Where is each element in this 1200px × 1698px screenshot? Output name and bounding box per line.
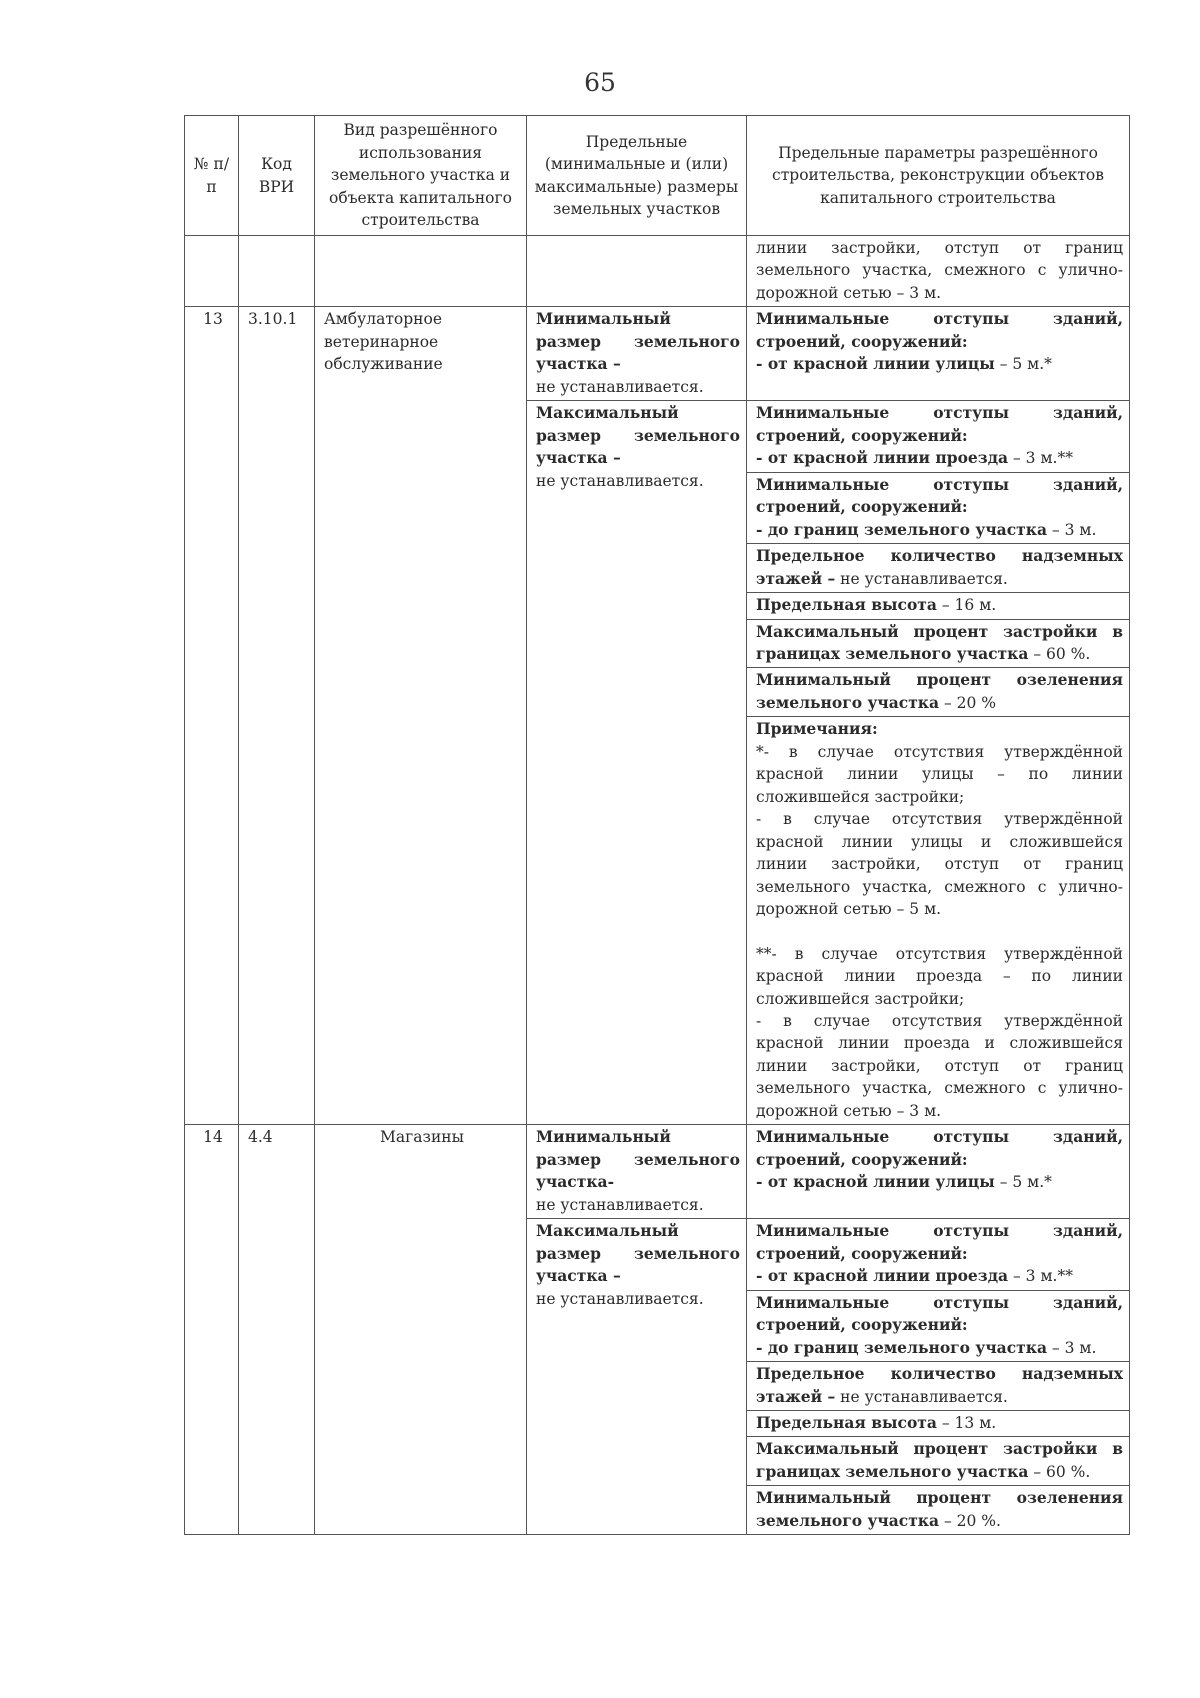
param-height bbox=[747, 1410, 1130, 1436]
table-row-14 bbox=[185, 1125, 1130, 1219]
param-value: – 13 м. bbox=[936, 1413, 997, 1432]
table-header-row bbox=[185, 116, 1130, 236]
max-size-label: Максимальный размер земельного участка – bbox=[536, 1221, 740, 1286]
max-size-value: не устанавливается. bbox=[536, 1289, 704, 1308]
param-bold: Минимальный процент озеленения земельного участка bbox=[756, 670, 1123, 712]
header-use: Вид разрешённого использования земельного участка и объекта капитального строительства bbox=[315, 116, 527, 236]
param-setback-boundary bbox=[747, 1290, 1130, 1361]
max-size-cell bbox=[527, 401, 747, 1125]
regulations-table bbox=[184, 115, 1130, 1535]
param-bold: Предельная высота bbox=[756, 595, 937, 615]
param-bold: Минимальные отступы зданий, строений, сооружений: bbox=[756, 309, 1123, 351]
max-size-cell bbox=[527, 1219, 747, 1535]
param-line: - от красной линии улицы bbox=[756, 354, 995, 374]
param-value: – 60 %. bbox=[1028, 644, 1091, 663]
note-text: **- в случае отсутствия утверждённой красной линии проезда – по линии сложившейся застройки; bbox=[756, 944, 1123, 1008]
row-use-name: Магазины bbox=[315, 1125, 527, 1535]
param-bold: Предельная высота bbox=[756, 1412, 937, 1432]
param-setback-passage bbox=[747, 401, 1130, 472]
param-value: – 20 % bbox=[939, 693, 997, 712]
param-bold: Минимальный процент озеленения земельного участка bbox=[756, 1488, 1123, 1530]
param-value: – 20 %. bbox=[939, 1511, 1001, 1530]
param-bold: Максимальный процент застройки в границах земельного участка bbox=[756, 1439, 1123, 1481]
param-line: - от красной линии проезда bbox=[756, 1266, 1009, 1286]
param-line: - от красной линии проезда bbox=[756, 448, 1009, 468]
param-height bbox=[747, 593, 1130, 619]
notes-cell bbox=[747, 717, 1130, 1125]
table-row-13 bbox=[185, 307, 1130, 401]
min-size-label: Минимальный размер земельного участка – bbox=[536, 309, 740, 374]
param-setback-street bbox=[747, 307, 1130, 401]
max-size-label: Максимальный размер земельного участка – bbox=[536, 403, 740, 468]
param-bold: Минимальные отступы зданий, строений, сооружений: bbox=[756, 1292, 1123, 1335]
param-floors bbox=[747, 544, 1130, 593]
param-bold: Предельное количество надземных этажей – bbox=[756, 546, 1123, 588]
param-value: – 5 м.* bbox=[994, 355, 1052, 374]
param-bold: Минимальные отступы зданий, строений, сооружений: bbox=[756, 1221, 1123, 1263]
row-code: 4.4 bbox=[239, 1125, 315, 1535]
note-text: *- в случае отсутствия утверждённой красной линии улицы – по линии сложившейся застройки; bbox=[756, 742, 1123, 806]
row-num: 13 bbox=[185, 307, 239, 1125]
continuation-text: линии застройки, отступ от границ земельного участка, смежного с улично-дорожной сетью – 3 м. bbox=[747, 236, 1130, 307]
param-bold: Предельное количество надземных этажей – bbox=[756, 1364, 1123, 1406]
min-size-value: не устанавливается. bbox=[536, 377, 704, 396]
min-size-cell bbox=[527, 1125, 747, 1219]
param-setback-boundary bbox=[747, 472, 1130, 543]
param-value: – 16 м. bbox=[936, 596, 997, 615]
param-setback-passage bbox=[747, 1219, 1130, 1290]
notes-title: Примечания: bbox=[756, 719, 878, 739]
row-code: 3.10.1 bbox=[239, 307, 315, 1125]
param-line: - до границ земельного участка bbox=[756, 519, 1047, 539]
param-bold: Минимальные отступы зданий, строений, сооружений: bbox=[756, 474, 1123, 517]
header-num: № п/п bbox=[185, 116, 239, 236]
min-size-cell bbox=[527, 307, 747, 401]
param-line: - от красной линии улицы bbox=[756, 1172, 995, 1192]
param-setback-street bbox=[747, 1125, 1130, 1219]
table-row-continuation bbox=[185, 236, 1130, 307]
param-value: – 3 м.** bbox=[1008, 449, 1073, 468]
header-code: Код ВРИ bbox=[239, 116, 315, 236]
row-use-name: Амбулаторное ветеринарное обслуживание bbox=[315, 307, 527, 1125]
param-value: – 60 %. bbox=[1028, 1462, 1091, 1481]
param-bold: Минимальные отступы зданий, строений, сооружений: bbox=[756, 1127, 1123, 1169]
param-max-coverage bbox=[747, 1437, 1130, 1486]
param-value: – 5 м.* bbox=[994, 1173, 1052, 1192]
max-size-value: не устанавливается. bbox=[536, 471, 704, 490]
param-value: – 3 м.** bbox=[1008, 1267, 1073, 1286]
param-floors bbox=[747, 1362, 1130, 1411]
param-min-greening bbox=[747, 1486, 1130, 1535]
param-value: не устанавливается. bbox=[835, 1387, 1008, 1406]
param-min-greening bbox=[747, 668, 1130, 717]
page-number: 65 bbox=[584, 68, 616, 97]
row-num: 14 bbox=[185, 1125, 239, 1535]
header-params: Предельные параметры разрешённого строительства, реконструкции объектов капитального строительства bbox=[747, 116, 1130, 236]
note-text: - в случае отсутствия утверждённой красной линии улицы и сложившейся линии застройки, отступ от границ земельного участка, смежного с улично-дорожной сетью – 5 м. bbox=[756, 810, 1123, 919]
param-line: - до границ земельного участка bbox=[756, 1337, 1047, 1357]
param-value: – 3 м. bbox=[1047, 520, 1097, 539]
param-value: не устанавливается. bbox=[835, 569, 1008, 588]
param-bold: Минимальные отступы зданий, строений, сооружений: bbox=[756, 403, 1123, 445]
header-size: Предельные (минимальные и (или) максимальные) размеры земельных участков bbox=[527, 116, 747, 236]
param-max-coverage bbox=[747, 619, 1130, 668]
param-value: – 3 м. bbox=[1047, 1338, 1097, 1357]
min-size-value: не устанавливается. bbox=[536, 1195, 704, 1214]
min-size-label: Минимальный размер земельного участка- bbox=[536, 1127, 740, 1192]
param-bold: Максимальный процент застройки в границах земельного участка bbox=[756, 621, 1123, 663]
note-text: - в случае отсутствия утверждённой красной линии проезда и сложившейся линии застройки, отступ от границ земельного участка, смежного с улично-дорожной сетью – 3 м. bbox=[756, 1012, 1123, 1120]
